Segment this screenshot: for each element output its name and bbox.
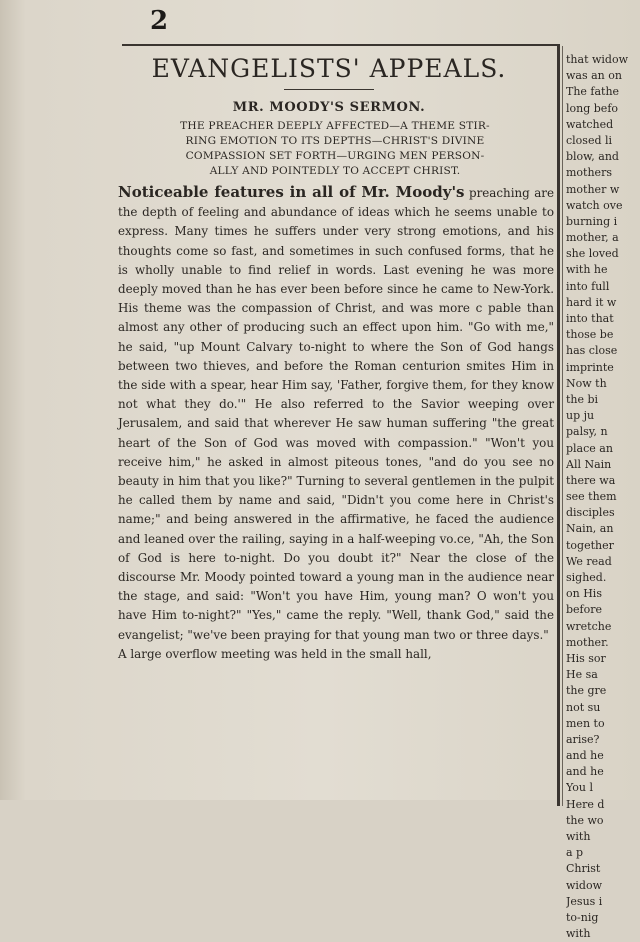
side-column-line: sighed. (566, 571, 607, 584)
side-column-line: see them (566, 490, 617, 504)
deck-line: COMPASSION SET FORTH—URGING MEN PERSON- (185, 150, 485, 162)
side-column-line: the gre (566, 684, 607, 698)
side-column-line: has close (566, 344, 618, 358)
page-number: 2 (150, 6, 169, 36)
side-column-line: into full (566, 279, 610, 293)
side-column-line: those be (566, 328, 614, 342)
side-column-line: watch ove (566, 198, 623, 212)
side-column-line: Now th (566, 376, 607, 390)
side-column-line: into that (566, 312, 614, 325)
side-column-line: watched (566, 117, 614, 131)
side-column-line: with he (566, 263, 608, 277)
side-column-line: with (566, 830, 591, 843)
side-column-line: up ju (566, 409, 595, 423)
side-column-line: mother w (566, 182, 620, 196)
overflow-paragraph: A large overflow meeting was held in the small hall, (118, 646, 432, 661)
side-column-line: arise? (566, 732, 600, 746)
side-column-line: long befo (566, 101, 619, 115)
side-column-line: disciples (566, 506, 615, 520)
side-column-line: imprinte (566, 360, 614, 374)
side-column-line: the wo (566, 813, 604, 827)
side-column-line: Christ (566, 862, 601, 876)
header-rule (122, 44, 560, 46)
deck (116, 119, 554, 179)
side-column-line: blow, and (566, 150, 619, 164)
side-column-line: Nain, an (566, 522, 614, 536)
side-column-line: palsy, n (566, 425, 608, 439)
lead-words: Noticeable features in all of Mr. Moody's (118, 183, 465, 201)
side-column-line: We read (566, 554, 612, 568)
side-column-line: hard it w (566, 295, 617, 309)
side-column-line: she loved (566, 247, 619, 261)
side-column-line: on His (566, 587, 602, 601)
side-column-line: together (566, 538, 614, 552)
adjacent-column (566, 52, 640, 942)
side-column-line: mother, a (566, 231, 619, 245)
lead-paragraph (118, 183, 554, 645)
article (104, 52, 554, 664)
side-column-line: a p (566, 846, 584, 860)
side-column-line: Jesus i (566, 894, 603, 908)
body-text: preaching are the depth of feeling and abundance of ideas which he seems unable to express. Many times he suffers under very strong emotions, and his thoughts come so fast, and sometimes in such confused forms, that he is wholly unable to find relief in words. Last evening he was more deeply moved than he has ever been before since he came to New-York. His theme was the compassion of Christ, and was more c pable than almost any other of producing such an effect upon him. "Go with me," he said, "up Mount Calvary to-night to where the Son of God hangs between two thieves, and before the Roman centurion smites Him in the side with a spear, hear Him say, 'Father, forgive them, for they know not what they do.'" He also referred to the Savior weeping over Jerusalem, and said that wherever He saw human suffering "the great heart of the Son of God was moved with compassion." "Won't you receive him," he asked in almost piteous tones, "and do you see no beauty in him that you like?" Turning to several gentlemen in the pulpit he called them by name and said, "Didn't you come here in Christ's name;" and being answered in the affirmative, he faced the audience and leaned over the railing, saying in a half-weeping vo.ce, "Ah, the Son of God is here to-night. Do you doubt it?" Near the close of the discourse Mr. Moody pointed toward a young man in the audience near the stage, and said: "Won't you have Him, young man? O won't you have Him to-night?" "Yes," came the reply. "Well, thank God," said the evangelist; "we've been praying for that young man two or three days." (118, 186, 555, 642)
side-column-line: mothers (566, 166, 612, 180)
side-column-line: and he (566, 765, 604, 779)
article-body (118, 183, 554, 664)
side-column-line: Here d (566, 797, 605, 811)
side-column-line: You l (566, 781, 594, 795)
side-column-line: that widow (566, 53, 628, 66)
side-column-line: was an on (566, 69, 622, 83)
subhead: MR. MOODY'S SERMON. (232, 100, 426, 115)
side-column-line: wretche (566, 619, 612, 633)
deck-line: RING EMOTION TO ITS DEPTHS—CHRIST'S DIVINE (185, 135, 485, 147)
side-column-line: mother. (566, 635, 609, 649)
side-column-line: not su (566, 700, 601, 714)
side-column-line: All Nain (566, 457, 612, 471)
side-column-line: The fathe (566, 85, 620, 99)
side-column-line: before (566, 603, 603, 617)
side-column-line: to-nig (566, 910, 599, 924)
side-column-line: and he (566, 749, 604, 763)
side-column-line: widow (566, 878, 603, 892)
side-column-line: men to (566, 716, 605, 730)
headline-divider (284, 89, 374, 90)
headline: EVANGELISTS' APPEALS. (151, 54, 507, 83)
side-column-line: burning i (566, 214, 618, 228)
side-column-line: He sa (566, 668, 598, 682)
side-column-line: His sor (566, 651, 606, 665)
side-column-line: place an (566, 441, 613, 455)
deck-line: THE PREACHER DEEPLY AFFECTED—A THEME STIR- (180, 120, 490, 132)
side-column-line: closed li (566, 133, 613, 147)
column-rule-thin (562, 46, 563, 806)
column-rule (557, 46, 560, 806)
side-column-line: there wa (566, 473, 616, 487)
side-column-line: with (566, 927, 591, 941)
deck-line: ALLY AND POINTEDLY TO ACCEPT CHRIST. (209, 165, 461, 177)
side-column-line: the bi (566, 392, 599, 406)
